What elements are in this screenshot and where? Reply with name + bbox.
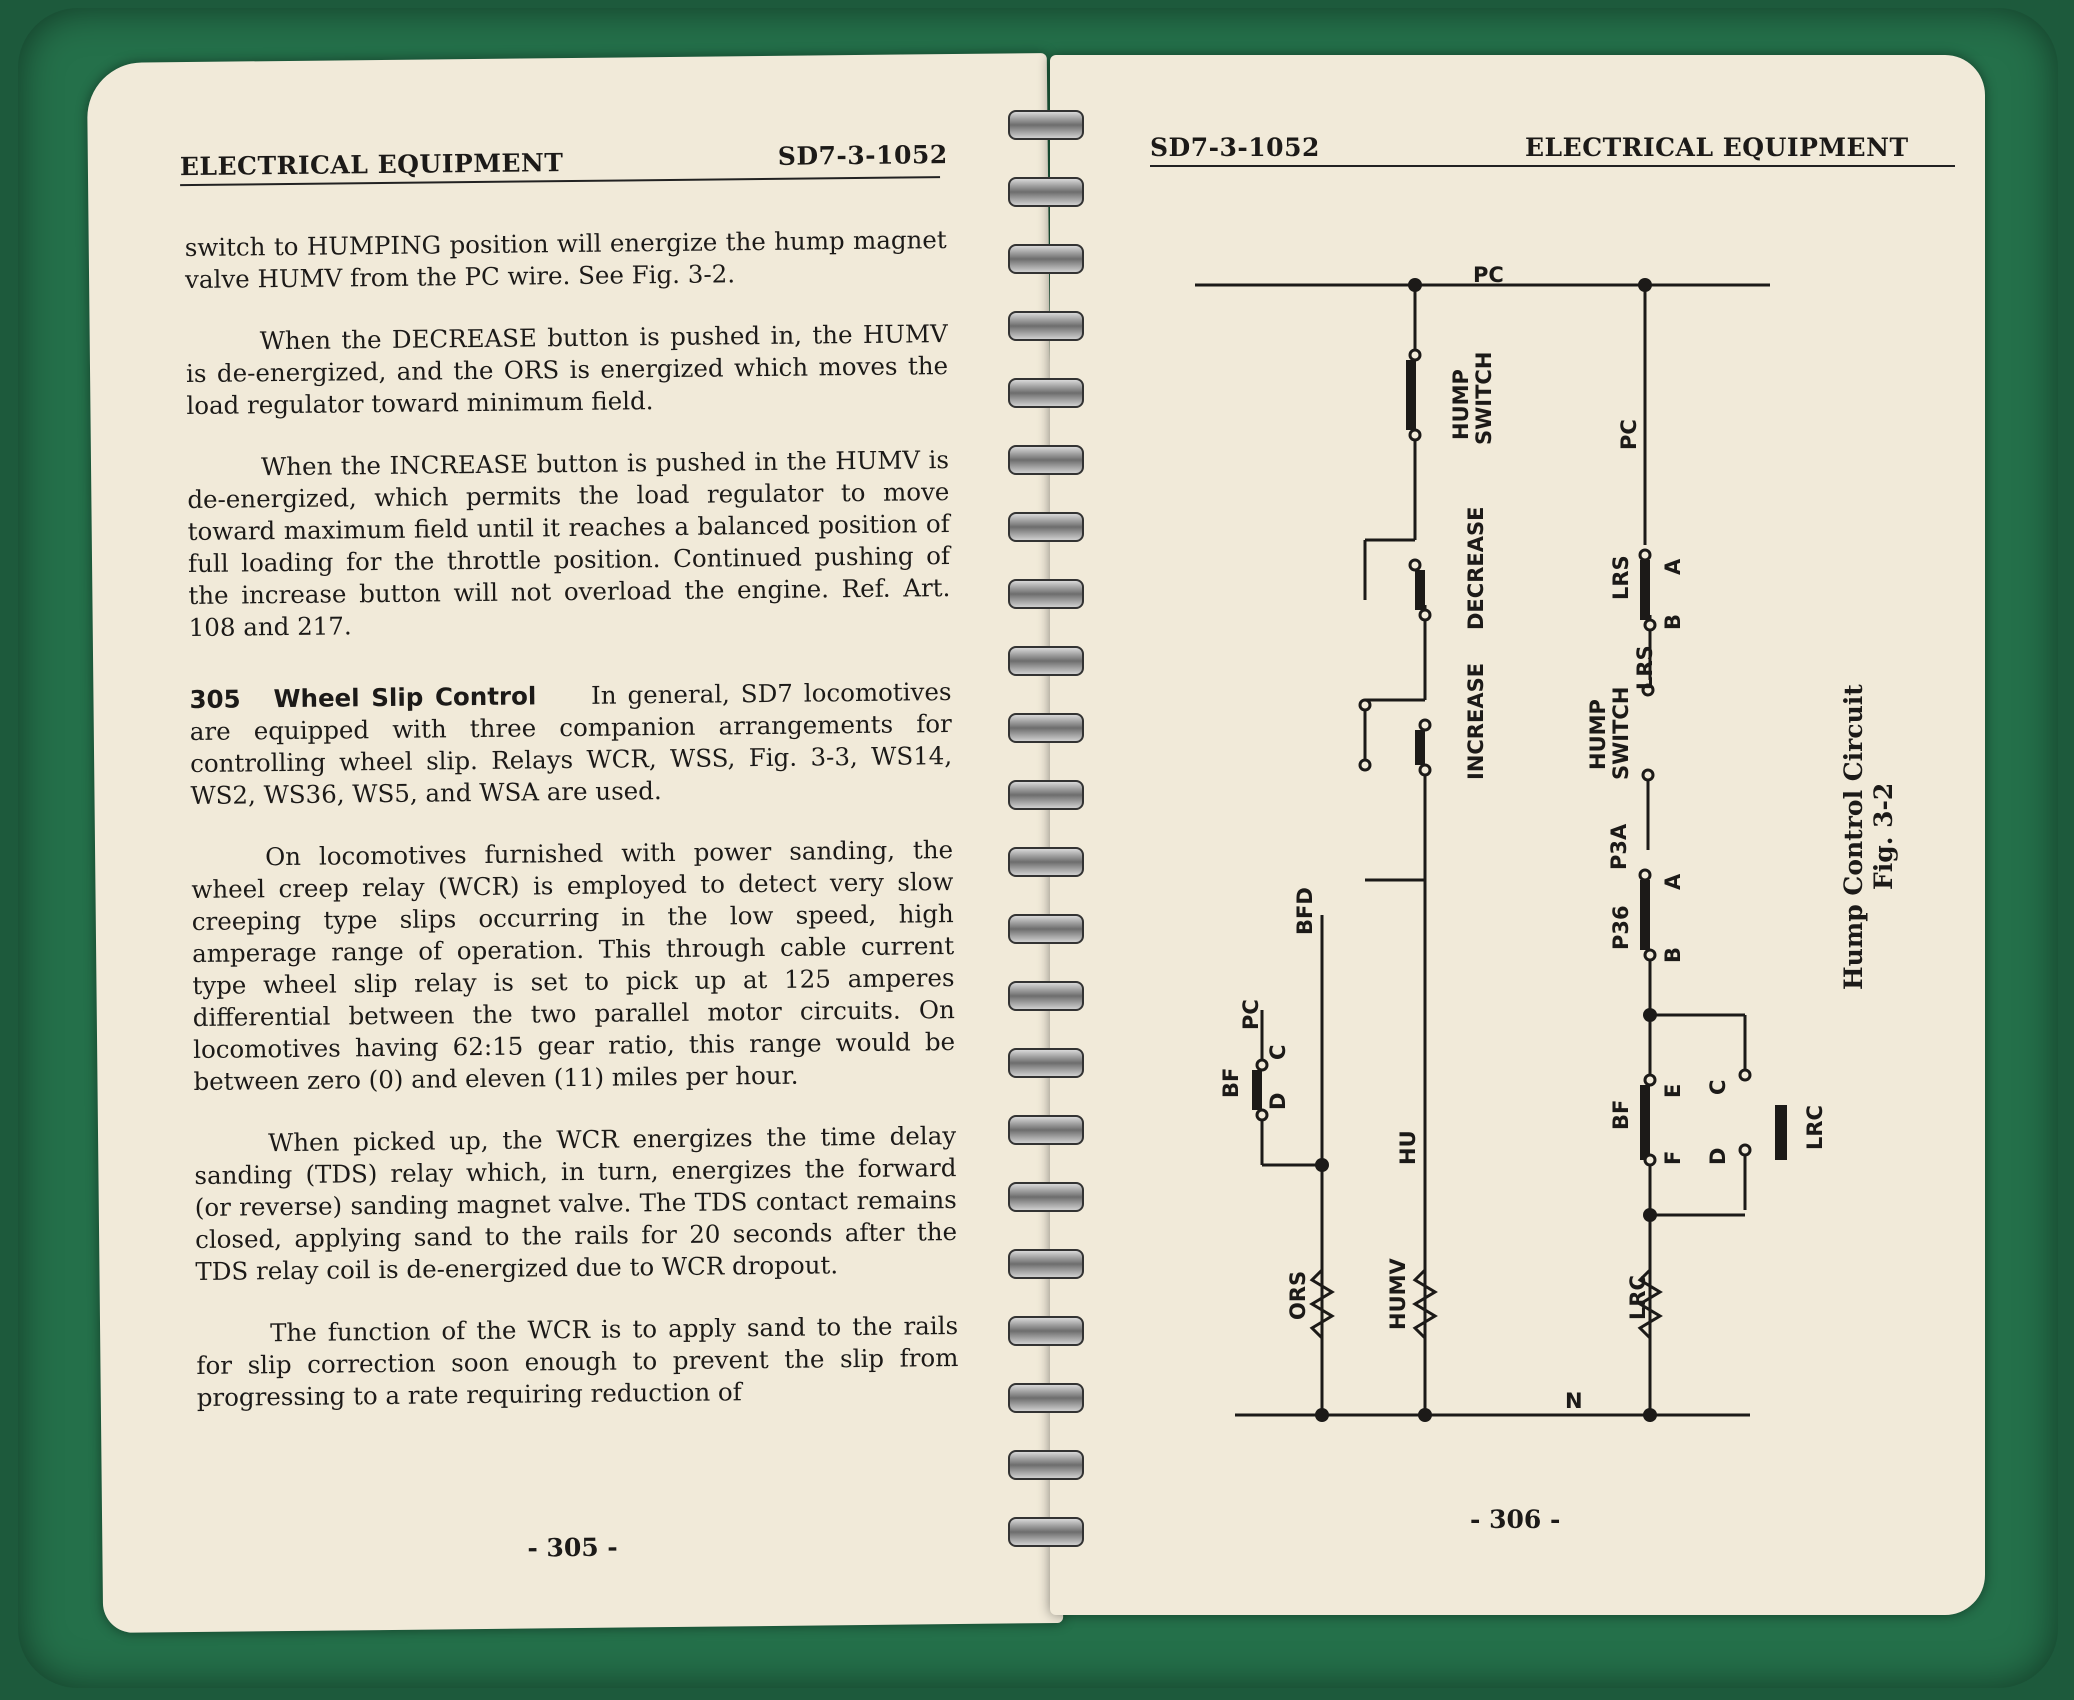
label-bf-left: BF — [1219, 1067, 1243, 1098]
label-bf-right: BF — [1609, 1099, 1633, 1130]
label-hump-switch-right: HUMP — [1586, 699, 1610, 770]
figure-caption: Hump Control Circuit — [1839, 684, 1868, 990]
label-lrc-coil: LRC — [1626, 1275, 1650, 1320]
label-e: E — [1661, 1083, 1685, 1098]
label-hu: HU — [1396, 1130, 1420, 1165]
label-lrs-top: LRS — [1609, 555, 1633, 600]
section-title: Wheel Slip Control — [273, 681, 537, 714]
label-a-top: A — [1661, 558, 1685, 575]
label-pc-top: PC — [1473, 263, 1504, 287]
running-head-left: ELECTRICAL EQUIPMENT — [179, 148, 564, 182]
label-increase: INCREASE — [1464, 662, 1488, 780]
section-number: 305 — [189, 684, 241, 715]
label-n: N — [1565, 1389, 1583, 1413]
label-d-right: D — [1706, 1147, 1730, 1165]
label-hump-switch-right: SWITCH — [1609, 686, 1633, 780]
label-bfd: BFD — [1293, 887, 1317, 935]
label-a-mid: A — [1661, 873, 1685, 890]
label-f: F — [1661, 1150, 1685, 1165]
label-b-top: B — [1661, 613, 1685, 630]
label-ors: ORS — [1286, 1270, 1310, 1320]
label-hump-switch: SWITCH — [1472, 351, 1496, 445]
paragraph: In general, SD7 locomotives are equipped with three companion arrangements for controlling wheel slip. Relays WCR, WSS, Fig. 3-3, WS14, WS2, WS36, WS5, and WSA are used. — [189, 677, 953, 811]
label-c-right: C — [1706, 1079, 1730, 1095]
running-head-right: ELECTRICAL EQUIPMENT — [1525, 133, 1909, 162]
paragraph: When the INCREASE button is pushed in the HUMV is de-energized, which permits the load regulator to move toward maximum field until it reaches a balanced position of full loading for the throttle position. Continued pushing of the increase button will not overload the engine. Ref. Art. 108 and 217. — [187, 445, 951, 643]
label-p3a: P3A — [1607, 823, 1631, 870]
label-c-left: C — [1266, 1044, 1290, 1060]
label-hump-switch: HUMP — [1449, 369, 1473, 440]
label-lrc-contact: LRC — [1803, 1105, 1827, 1150]
running-head-code: SD7-3-1052 — [1150, 133, 1320, 162]
label-decrease: DECREASE — [1464, 506, 1488, 630]
label-d-left: D — [1266, 1092, 1290, 1110]
paragraph: switch to HUMPING position will energize the hump magnet valve HUMV from the PC wire. See Fig. 3-2. — [184, 225, 947, 295]
paragraph: When picked up, the WCR energizes the time delay sanding (TDS) relay which, in turn, energizes the forward (or reverse) sanding magnet valve. The TDS contact remains closed, applying sand to the rails for 20 seconds after the TDS relay coil is de-energized due to WCR dropout. — [194, 1121, 958, 1286]
page-number: - 306 - — [1470, 1505, 1561, 1534]
label-lrs-mid: LRS — [1633, 645, 1657, 690]
figure-number: Fig. 3-2 — [1869, 782, 1898, 890]
paragraph: On locomotives furnished with power sanding, the wheel creep relay (WCR) is employed to detect very slow creeping type slips occurring in the low speed, high amperage range of operation. This through cable current type wheel slip relay is set to pick up at 125 amperes differential between the two parallel motor circuits. On locomotives having 62:15 gear ratio, this range would be between zero (0) and eleven (11) miles per hour. — [191, 835, 956, 1097]
label-humv: HUMV — [1386, 1258, 1410, 1330]
label-pc-right: PC — [1617, 419, 1641, 450]
label-b-mid: B — [1661, 946, 1685, 963]
paragraph: The function of the WCR is to apply sand to the rails for slip correction soon enough to prevent the slip from progressing to a rate requiring reduction of — [196, 1311, 959, 1412]
paragraph: When the DECREASE button is pushed in, the HUMV is de-energized, and the ORS is energized which moves the load regulator toward minimum field. — [185, 319, 949, 421]
label-pc-left: PC — [1239, 999, 1263, 1030]
running-head-code: SD7-3-1052 — [777, 140, 948, 171]
page-number: - 305 - — [527, 1532, 618, 1563]
label-p36: P36 — [1609, 905, 1633, 950]
